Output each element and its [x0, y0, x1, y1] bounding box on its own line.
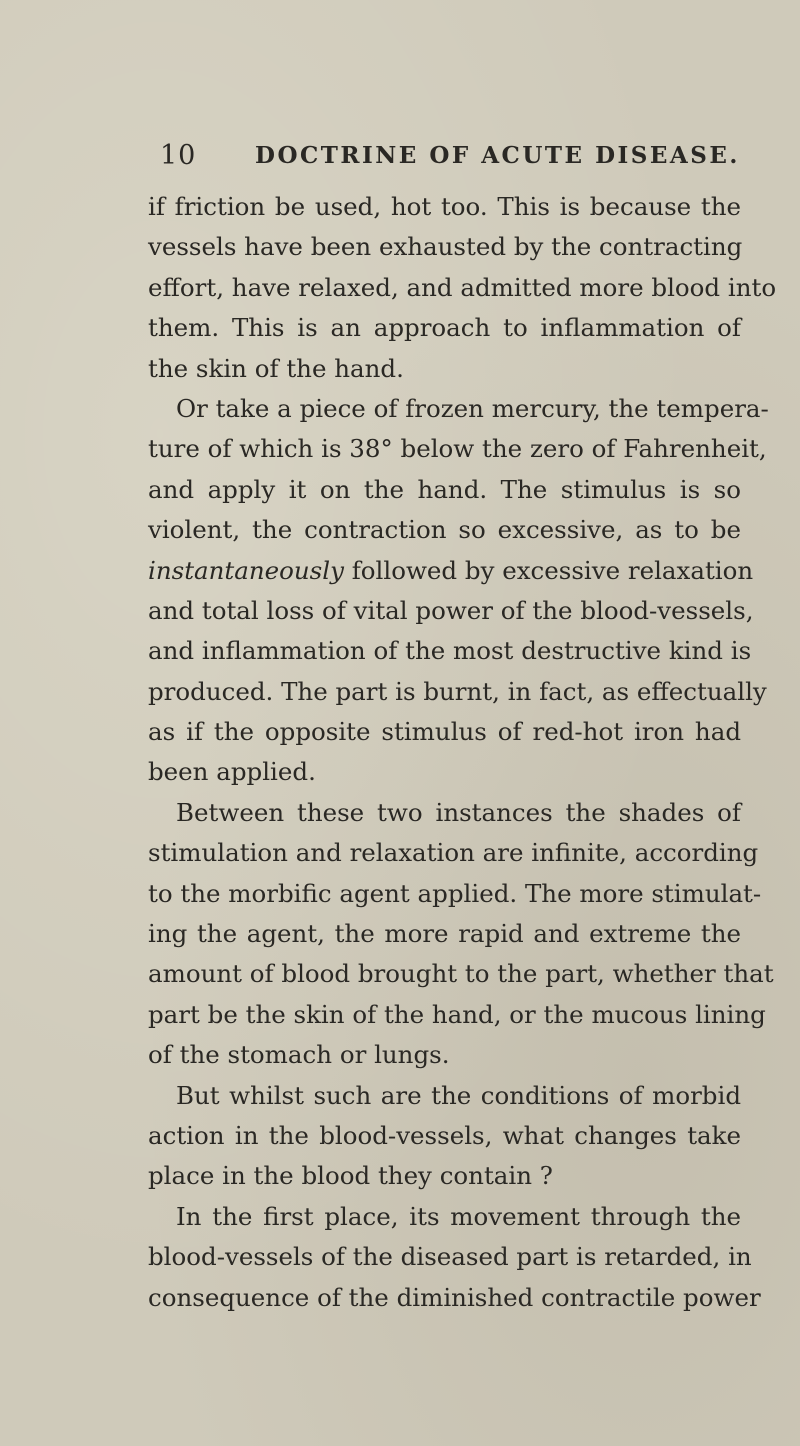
text-line: been applied. [148, 757, 316, 787]
text-line: as if the opposite stimulus of red-hot iron had [148, 717, 741, 747]
text-line: and total loss of vital power of the blood-vessels, [148, 595, 754, 625]
text-line: But whilst such are the conditions of morbid [176, 1080, 741, 1110]
text-line: ture of which is 38° below the zero of Fahrenheit, [148, 434, 767, 464]
text-line: if friction be used, hot too. This is because the [148, 192, 741, 221]
text-line: and apply it on the hand. The stimulus is so [148, 474, 741, 504]
text-line: of the stomach or lungs. [148, 1040, 450, 1070]
page-number: 10 [160, 140, 197, 171]
text-line: action in the blood-vessels, what changes take [148, 1120, 741, 1150]
text-line: blood-vessels of the diseased part is retarded, in [148, 1242, 752, 1272]
text-line: In the first place, its movement through the [176, 1201, 741, 1231]
text-line [148, 551, 754, 591]
text-line: stimulation and relaxation are infinite, according [148, 838, 759, 868]
text-line: and inflammation of the most destructive kind is [148, 636, 752, 666]
text-line: place in the blood they contain ? [148, 1161, 553, 1191]
text-line: Or take a piece of frozen mercury, the tempera- [176, 393, 769, 423]
italic-word: instantaneously [148, 555, 344, 585]
body-text [148, 187, 777, 1318]
text-line: effort, have relaxed, and admitted more blood into [148, 272, 777, 302]
text-line: part be the skin of the hand, or the mucous lining [148, 999, 766, 1029]
running-head [160, 140, 760, 180]
text-line: ing the agent, the more rapid and extreme the [148, 919, 741, 949]
text-line: Between these two instances the shades of [176, 797, 741, 827]
text-line: consequence of the diminished contractile power [148, 1282, 761, 1312]
text-line: amount of blood brought to the part, whether that [148, 959, 774, 989]
text-line: vessels have been exhausted by the contracting [148, 232, 743, 262]
text-line: to the morbific agent applied. The more stimulat- [148, 878, 762, 908]
text-line: violent, the contraction so excessive, as to be [148, 515, 741, 545]
text-line: the skin of the hand. [148, 353, 404, 383]
running-title: DOCTRINE OF ACUTE DISEASE. [255, 142, 740, 169]
text-line-rest: followed by excessive relaxation [343, 555, 754, 585]
text-line: produced. The part is burnt, in fact, as effectually [148, 676, 767, 706]
text-line: them. This is an approach to inflammation of [148, 313, 741, 343]
